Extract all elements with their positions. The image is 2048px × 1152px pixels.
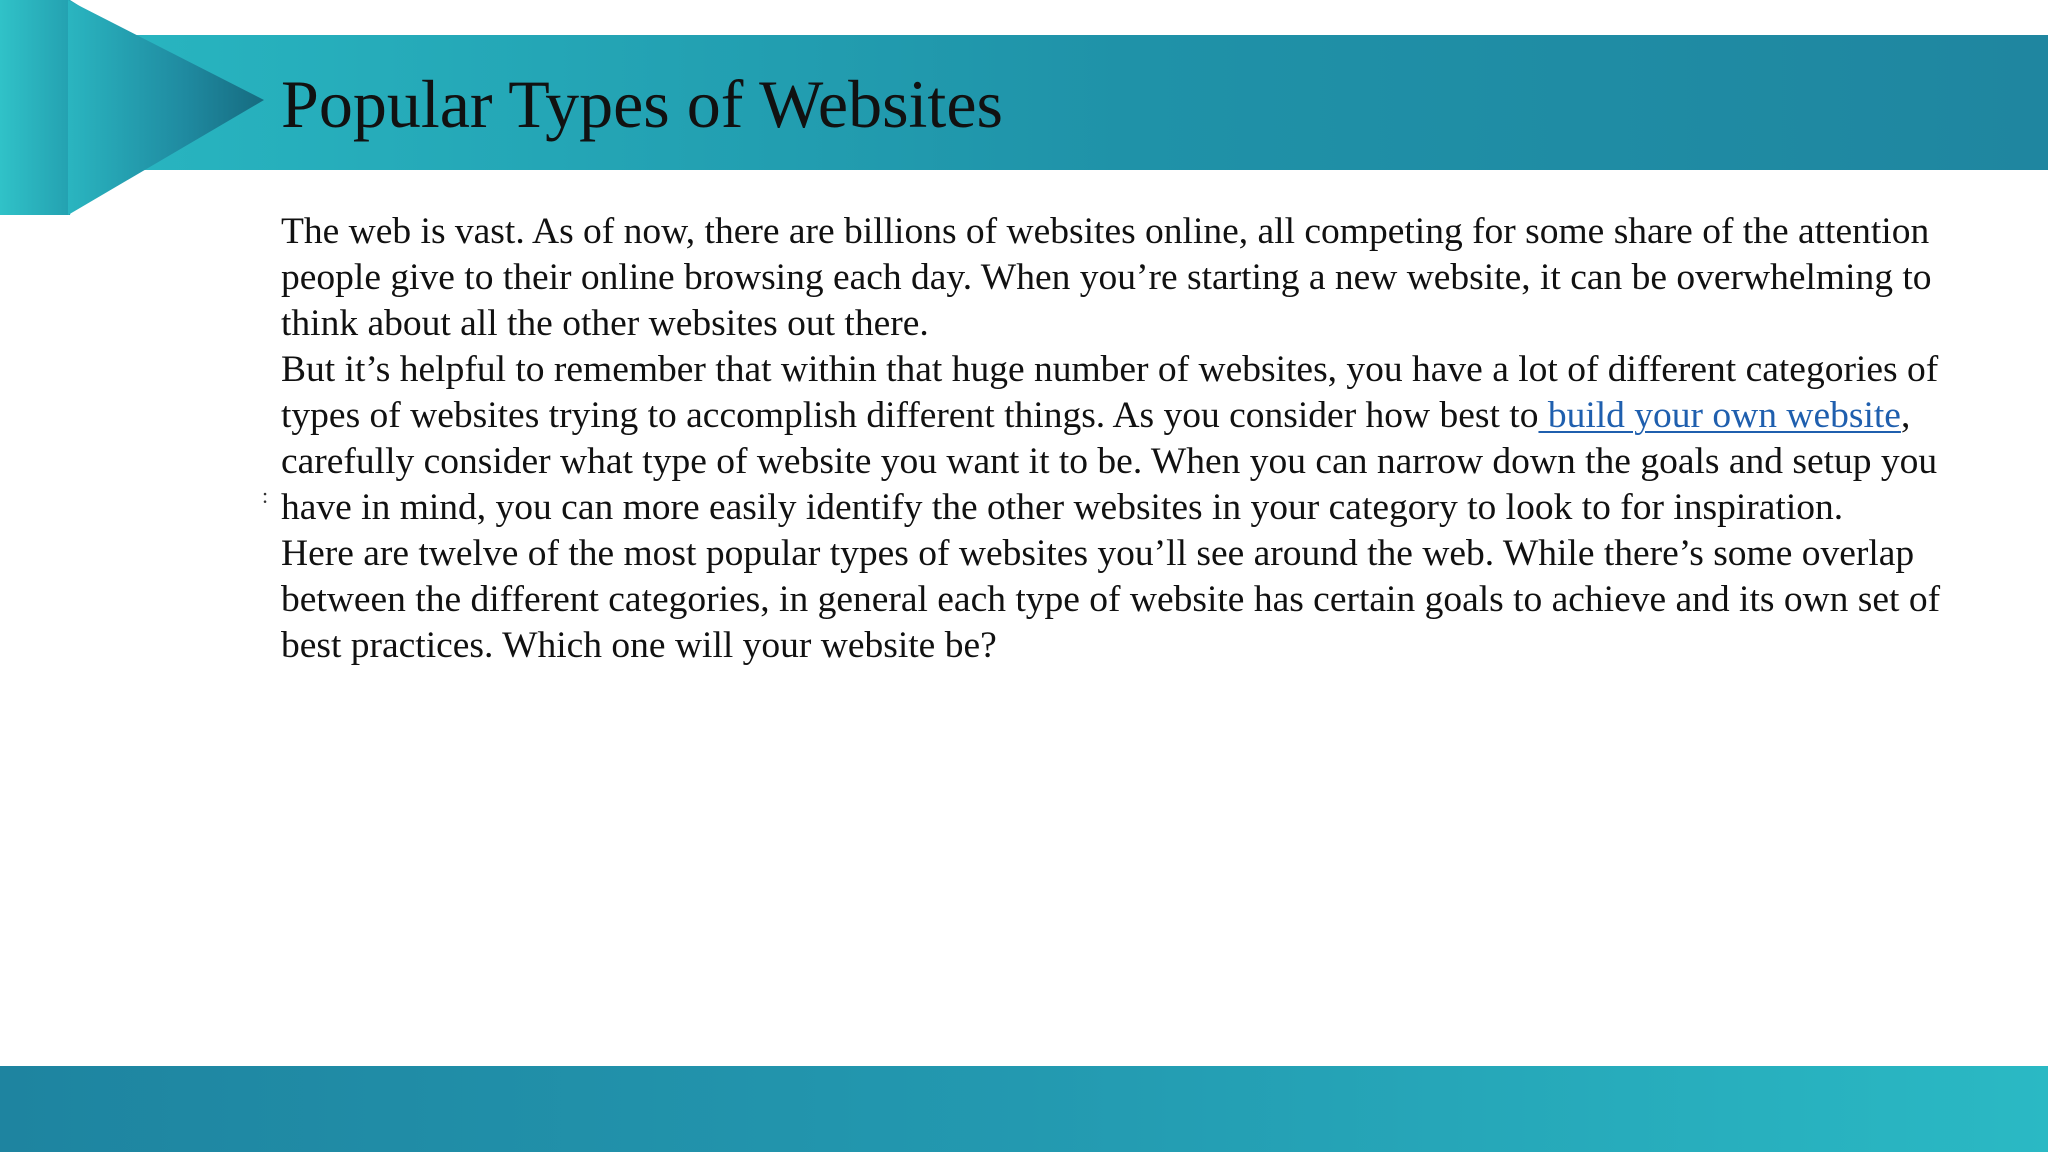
paragraph-categories-lead: But it’s helpful to remember that within that huge number of websites, you have a lot of different categories of types of websites trying to accomplish different things. As you consider how best to — [281, 349, 1939, 436]
paragraph-twelve-types: Here are twelve of the most popular types of websites you’ll see around the web. While there’s some overlap between the different categories, in general each type of website has certain goals to achieve and its own set of best practices. Which one will your website be? — [281, 533, 1941, 666]
build-website-link[interactable]: build your own website — [1538, 395, 1901, 436]
paragraph-categories-tail: , carefully consider what type of website you want it to be. When you can narrow down the goals and setup you have in mind, you can more easily identify the other websites in your category to look to for inspiration. — [281, 395, 1938, 528]
paragraph-intro: The web is vast. As of now, there are billions of websites online, all competing for some share of the attention people give to their online browsing each day. When you’re starting a new website, it can be overwhelming to think about all the other websites out there. — [281, 211, 1932, 344]
arrow-chevron-decoration — [0, 0, 270, 220]
footer-band — [0, 1066, 2048, 1152]
body-text — [281, 209, 2006, 669]
margin-mark: : — [262, 483, 269, 508]
paragraph-categories — [281, 347, 2006, 531]
slide-title: Popular Types of Websites — [281, 66, 1003, 142]
